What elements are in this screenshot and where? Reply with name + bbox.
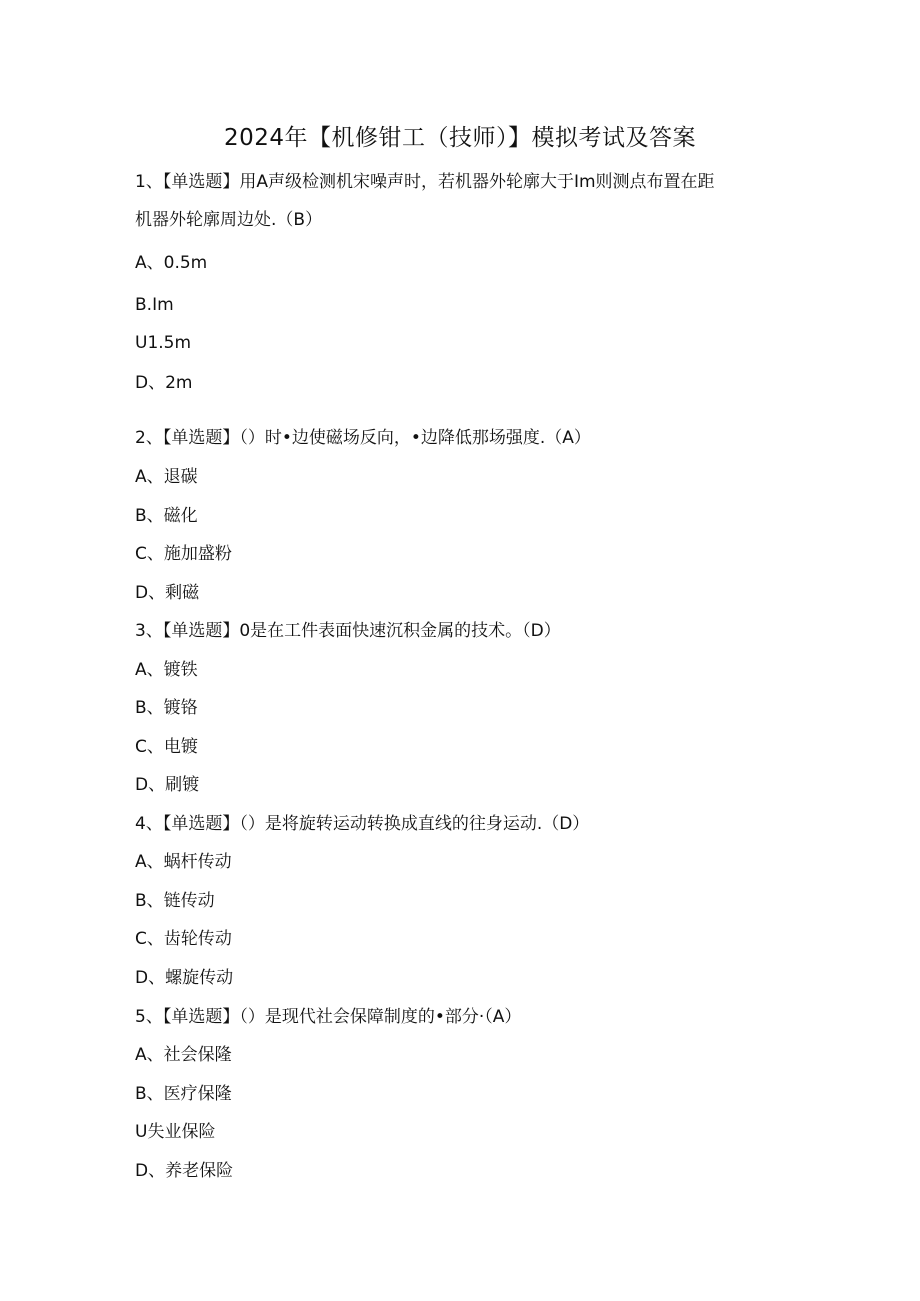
document-title: 2024年【机修钳工（技师）】模拟考试及答案 xyxy=(223,125,697,151)
question-4-option-d: D、螺旋传动 xyxy=(135,968,234,988)
question-5-option-c: U失业保险 xyxy=(135,1122,216,1142)
question-5-stem: 5、【单选题】（）是现代社会保障制度的•部分·（A） xyxy=(135,1007,522,1027)
question-2-option-a: A、退碳 xyxy=(135,467,198,487)
question-1-stem-line-2: 机器外轮廓周边处.（B） xyxy=(135,210,323,230)
question-1-option-b: B.Im xyxy=(135,295,174,315)
question-4-option-c: C、齿轮传动 xyxy=(135,929,232,949)
question-5-option-b: B、医疗保隆 xyxy=(135,1084,232,1104)
question-1-option-c: U1.5m xyxy=(135,333,192,353)
question-5-option-d: D、养老保险 xyxy=(135,1161,234,1181)
question-2-option-c: C、施加盛粉 xyxy=(135,544,232,564)
question-2-option-b: B、磁化 xyxy=(135,506,198,526)
question-3-stem: 3、【单选题】0是在工件表面快速沉积金属的技术。（D） xyxy=(135,621,561,641)
question-1-option-d: D、2m xyxy=(135,373,193,393)
question-4-option-b: B、链传动 xyxy=(135,891,215,911)
question-5-option-a: A、社会保隆 xyxy=(135,1045,232,1065)
question-1-option-a: A、0.5m xyxy=(135,253,208,273)
question-1-stem-line-1: 1、【单选题】用A声级检测机宋噪声时，若机器外轮廓大于Im则测点布置在距 xyxy=(135,172,715,192)
question-3-option-a: A、镀铁 xyxy=(135,660,198,680)
question-3-option-b: B、镀铬 xyxy=(135,698,198,718)
question-2-stem: 2、【单选题】（）时•边使磁场反向，•边降低那场强度.（A） xyxy=(135,428,591,448)
question-3-option-c: C、电镀 xyxy=(135,737,198,757)
question-2-option-d: D、剩磁 xyxy=(135,583,200,603)
question-4-option-a: A、蜗杆传动 xyxy=(135,852,232,872)
question-3-option-d: D、刷镀 xyxy=(135,775,200,795)
question-4-stem: 4、【单选题】（）是将旋转运动转换成直线的往身运动.（D） xyxy=(135,814,590,834)
